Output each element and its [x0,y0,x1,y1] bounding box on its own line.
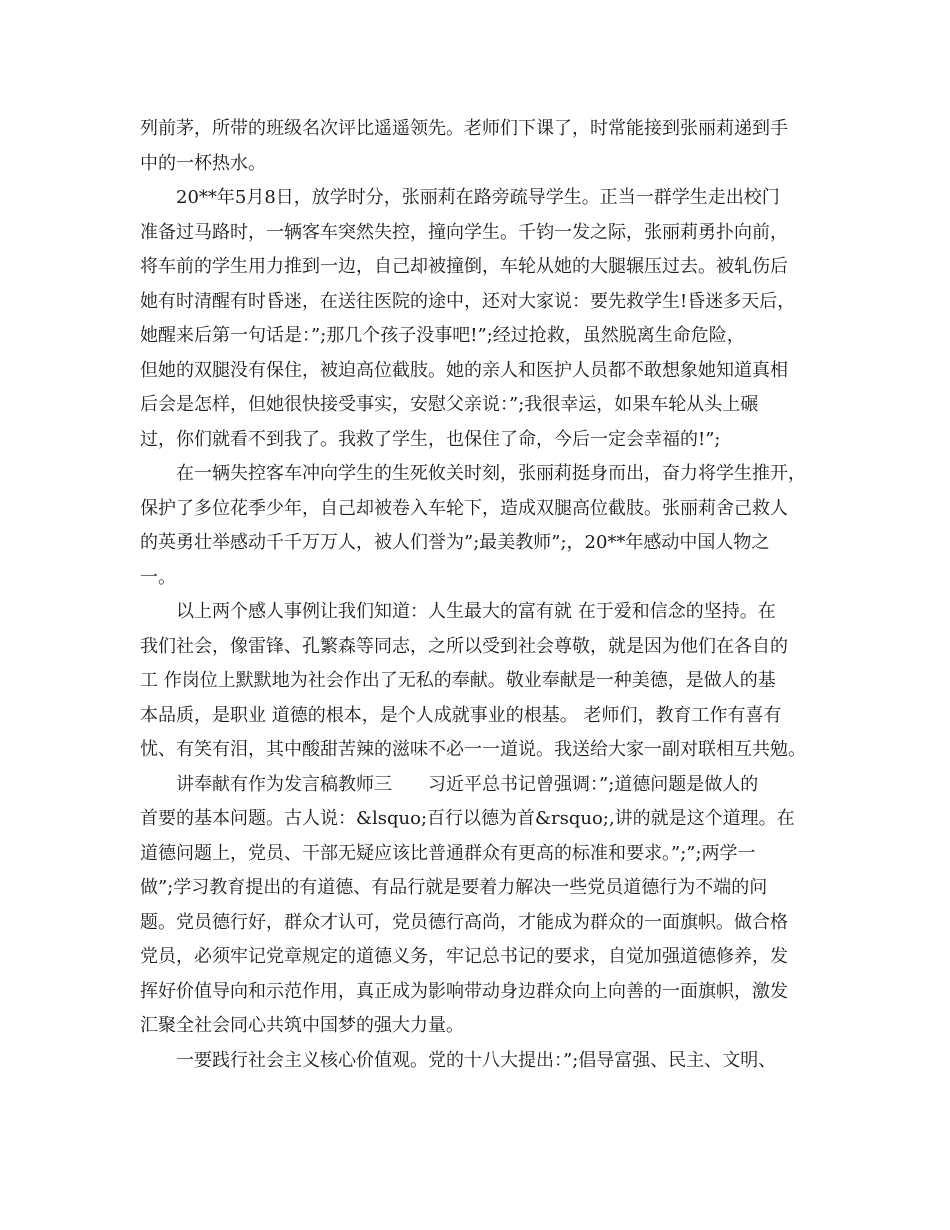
text-line: 挥好价值导向和示范作用，真正成为影响带动身边群众向上向善的一面旗帜，激发 [140,980,788,1002]
text-line: 做”;学习教育提出的有道德、有品行就是要着力解决一些党员道德行为不端的问 [140,877,768,898]
text-line: 忧、有笑有泪，其中酸甜苦辣的滋味不必一一道说。我送给大家一副对联相互共勉。 [140,739,806,760]
text-line: 题。党员德行好，群众才认可，党员德行高尚，才能成为群众的一面旗帜。做合格 [140,911,788,933]
text-line: 道德问题上，党员、干部无疑应该比普通群众有更高的标准和要求。”;”;两学一 [140,842,756,864]
text-line: 20**年5月8日，放学时分，张丽莉在路旁疏导学生。正当一群学生走出校门 [176,187,780,208]
text-line: 列前茅，所带的班级名次评比遥遥领先。老师们下课了，时常能接到张丽莉递到手 [140,118,788,139]
text-line: 一。 [140,566,176,588]
text-line: 后会是怎样，但她很快接受事实，安慰父亲说：”;我很幸运，如果车轮从头上碾 [140,394,759,415]
text-line: 她醒来后第一句话是：”;那几个孩子没事吧!”;经过抢救，虽然脱离生命危险， [140,325,745,346]
text-line: 工 作岗位上默默地为社会作出了无私的奉献。敬业奉献是一种美德，是做人的基 [140,670,776,691]
text-line: 过，你们就看不到我了。我救了学生，也保住了命，今后一定会幸福的!”; [140,428,721,450]
text-line: 保护了多位花季少年，自己却被卷入车轮下，造成双腿高位截肢。张丽莉舍己救人 [140,497,788,519]
text-line: 本品质，是职业 道德的根本，是个人成就事业的根基。 老师们，教育工作有喜有 [140,704,782,726]
text-line: 的英勇壮举感动千千万万人，被人们誉为”;最美教师”;，20**年感动中国人物之 [140,532,770,553]
text-line: 讲奉献有作为发言稿教师三 习近平总书记曾强调：”;道德问题是做人的 [176,773,759,795]
text-line: 党员，必须牢记党章规定的道德义务，牢记总书记的要求，自觉加强道德修养，发 [140,946,788,967]
text-line: 将车前的学生用力推到一边，自己却被撞倒，车轮从她的大腿辗压过去。被轧伤后 [140,256,788,277]
text-line: 汇聚全社会同心共筑中国梦的强大力量。 [140,1015,464,1036]
text-line: 在一辆失控客车冲向学生的生死攸关时刻，张丽莉挺身而出，奋力将学生推开， [176,463,806,484]
text-line: 我们社会，像雷锋、孔繁森等同志，之所以受到社会尊敬，就是因为他们在各自的 [140,635,788,657]
text-line: 以上两个感人事例让我们知道：人生最大的富有就 在于爱和信念的坚持。在 [176,601,776,622]
text-line: 但她的双腿没有保住，被迫高位截肢。她的亲人和医护人员都不敢想象她知道真相 [140,359,788,381]
text-line: 准备过马路时，一辆客车突然失控，撞向学生。千钧一发之际，张丽莉勇扑向前， [140,221,788,243]
text-line: 首要的基本问题。古人说：&lsquo;百行以德为首&rsquo;,讲的就是这个道理。在 [140,808,795,829]
text-line: 她有时清醒有时昏迷，在送往医院的途中，还对大家说：要先救学生!昏迷多天后， [140,290,796,312]
text-line: 中的一杯热水。 [140,152,266,174]
body-text [140,112,820,1078]
text-line: 一要践行社会主义核心价值观。党的十八大提出：”;倡导富强、民主、文明、 [176,1049,777,1071]
